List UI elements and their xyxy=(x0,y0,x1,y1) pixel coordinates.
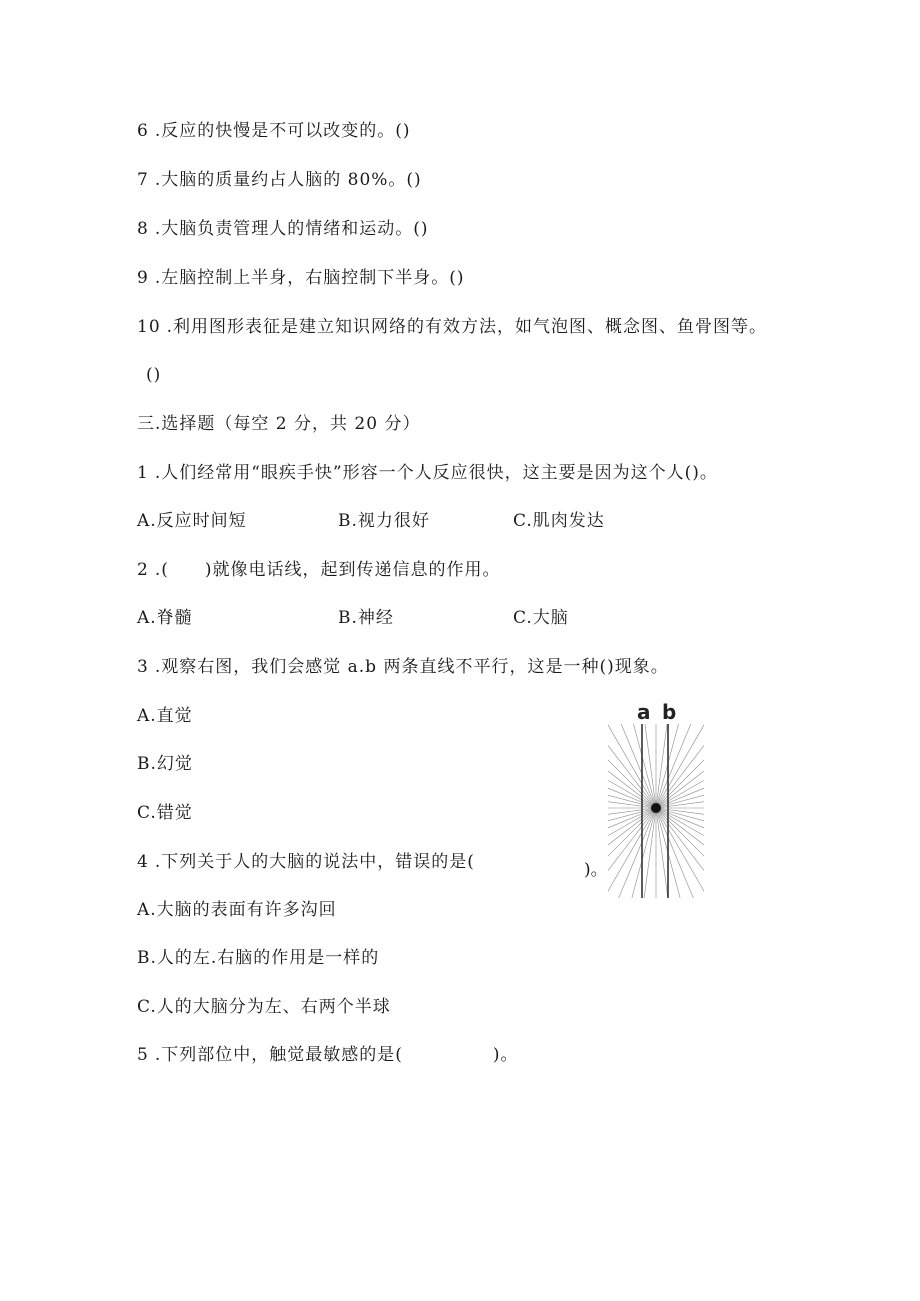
hering-illusion xyxy=(604,700,708,900)
section-title: 三.选择题（每空 2 分，共 20 分） xyxy=(137,414,421,434)
q1-option-c: C.肌肉发达 xyxy=(513,511,605,531)
q4-option-c: C.人的大脑分为左、右两个半球 xyxy=(137,997,391,1017)
ray xyxy=(638,808,656,900)
judgement-item-9: 9 .左脑控制上半身，右脑控制下半身。() xyxy=(137,268,465,288)
line-b-label: b xyxy=(662,700,677,724)
ray xyxy=(604,700,656,808)
q2-option-a: A.脊髓 xyxy=(137,608,193,628)
q2-option-c: C.大脑 xyxy=(513,608,569,628)
q4-option-a: A.大脑的表面有许多沟回 xyxy=(137,900,337,920)
judgement-item-7: 7 .大脑的质量约占人脑的 80%。() xyxy=(137,170,422,190)
q4-option-b: B.人的左.右脑的作用是一样的 xyxy=(137,948,380,968)
q3-option-b: B.幻觉 xyxy=(137,754,193,774)
question-1: 1 .人们经常用“眼疾手快”形容一个人反应很快，这主要是因为这个人()。 xyxy=(137,463,718,483)
judgement-item-8: 8 .大脑负责管理人的情绪和运动。() xyxy=(137,219,429,239)
ray xyxy=(656,808,674,900)
ray xyxy=(656,808,708,900)
ray xyxy=(656,723,708,808)
question-5: 5 .下列部位中，触觉最敏感的是( )。 xyxy=(137,1045,519,1065)
question-2: 2 .( )就像电话线，起到传递信息的作用。 xyxy=(137,560,501,580)
ray xyxy=(656,700,692,808)
judgement-item-6: 6 .反应的快慢是不可以改变的。() xyxy=(137,121,411,141)
ray xyxy=(604,790,656,808)
ray xyxy=(604,723,656,808)
ray xyxy=(656,700,708,808)
illusion-figure xyxy=(604,700,708,900)
ray xyxy=(656,700,708,808)
question-4: 4 .下列关于人的大脑的说法中，错误的是( xyxy=(137,852,475,872)
ray xyxy=(604,808,656,893)
q1-option-b: B.视力很好 xyxy=(338,511,430,531)
q1-option-a: A.反应时间短 xyxy=(137,511,247,531)
judgement-item-10: 10 .利用图形表征是建立知识网络的有效方法，如气泡图、概念图、鱼骨图等。 xyxy=(137,317,768,337)
center-dot xyxy=(651,803,661,813)
q2-option-b: B.神经 xyxy=(338,608,394,628)
question-3: 3 .观察右图，我们会感觉 a.b 两条直线不平行，这是一种()现象。 xyxy=(137,657,669,677)
ray xyxy=(656,808,708,893)
ray xyxy=(604,808,656,900)
radiating-rays xyxy=(604,700,708,900)
ray xyxy=(656,700,708,808)
ray xyxy=(656,808,708,826)
question-4-tail: )。 xyxy=(584,860,608,880)
ray xyxy=(604,700,656,808)
judgement-item-10-paren: () xyxy=(146,365,162,385)
ray xyxy=(656,790,708,808)
line-a-label: a xyxy=(637,700,651,724)
ray xyxy=(620,700,656,808)
q3-option-c: C.错觉 xyxy=(137,803,193,823)
ray xyxy=(604,700,656,808)
ray xyxy=(604,808,656,826)
q3-option-a: A.直觉 xyxy=(137,706,193,726)
